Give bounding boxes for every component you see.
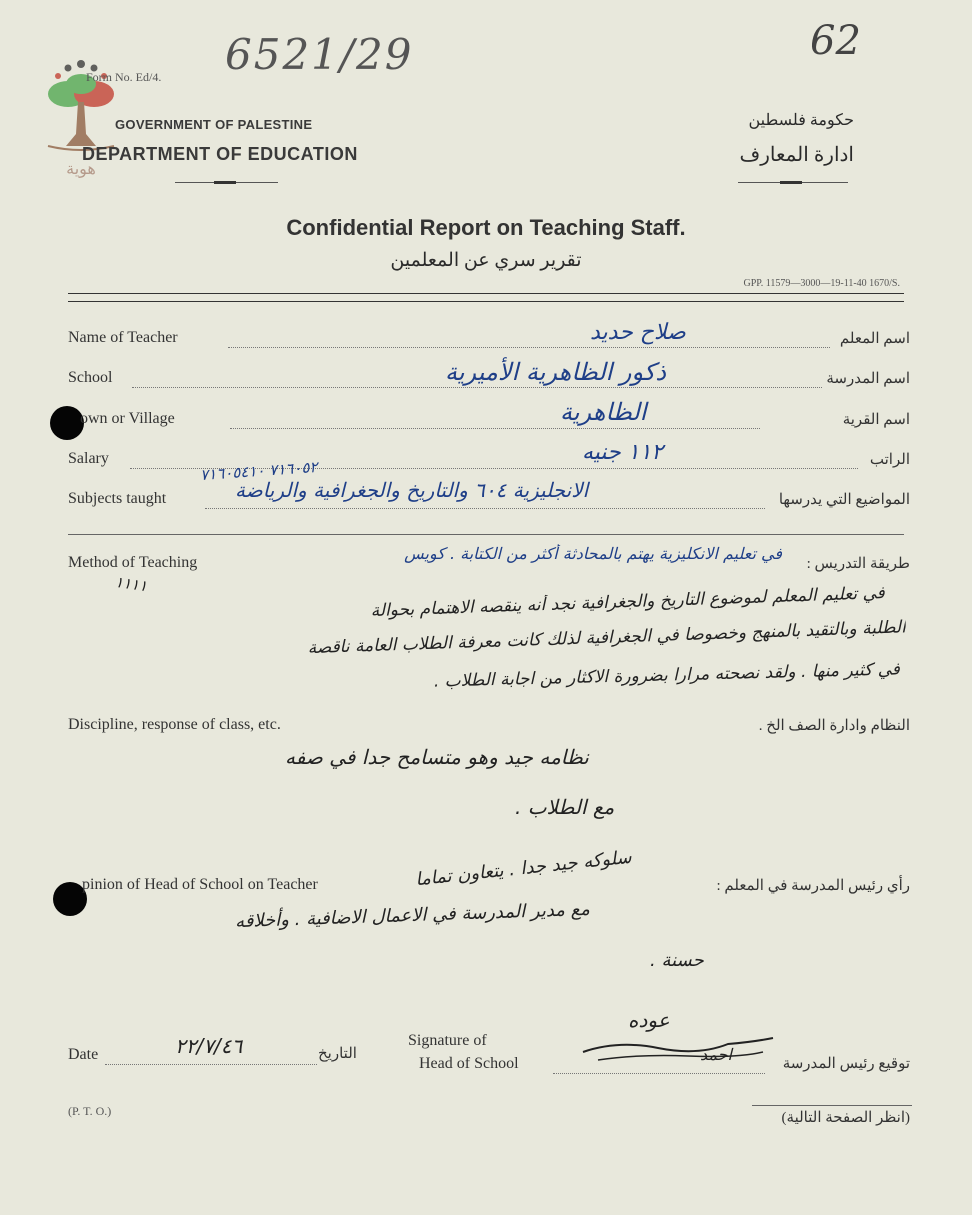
reference-number: 6521/29 (225, 30, 414, 79)
form-number: Form No. Ed/4. (86, 70, 162, 84)
field-label-name: Name of Teacher (68, 329, 178, 346)
field-label-school-ar: اسم المدرسة (826, 371, 910, 387)
signature-label-line-1: Signature of (408, 1032, 487, 1049)
punch-hole (50, 406, 84, 440)
field-line (553, 1073, 765, 1074)
report-title-en: Confidential Report on Teaching Staff. (286, 215, 686, 240)
divider (752, 1105, 912, 1106)
method-line-1: في تعليم الانكليزية يهتم بالمحادثة أكثر من الكتابة . كويس (404, 544, 782, 563)
report-title-ar: تقرير سري عن المعلمين (390, 250, 582, 271)
field-line (205, 508, 765, 509)
school-value: ذكور الظاهرية الأميرية (445, 358, 667, 386)
opinion-line-3: حسنة . (650, 950, 704, 971)
date-value: ٢٢/٧/٤٦ (175, 1034, 243, 1058)
field-label-subjects-ar: المواضيع التي يدرسها (778, 492, 910, 508)
field-line (228, 347, 830, 348)
department-heading-ar: ادارة المعارف (739, 144, 854, 166)
discipline-label: Discipline, response of class, etc. (68, 716, 281, 733)
divider (780, 181, 802, 184)
opinion-line-2: مع مدير المدرسة في الاعمال الاضافية . وأخلاقه (234, 898, 591, 933)
teacher-name-value: صلاح حديد (590, 320, 686, 345)
print-code: GPP. 11579—3000—19-11-40 1670/S. (743, 278, 900, 289)
village-value: الظاهرية (560, 398, 647, 426)
field-label-village-ar: اسم القرية (842, 412, 910, 428)
double-divider (68, 293, 904, 302)
discipline-line-1: نظامه جيد وهو متسامح جدا في صفه (285, 745, 589, 769)
signature-name: عوده (628, 1008, 670, 1032)
opinion-label-ar: رأي رئيس المدرسة في المعلم : (716, 878, 910, 894)
field-line (105, 1064, 317, 1065)
section-divider (68, 534, 904, 535)
field-label-village: own or Village (80, 410, 175, 427)
field-label-school: School (68, 369, 113, 386)
method-label: Method of Teaching (68, 554, 198, 571)
signature-label-line-2: Head of School (419, 1055, 519, 1072)
opinion-line-1: سلوكه جيد جدا . يتعاون تماما (414, 846, 633, 891)
field-label-salary-ar: الراتب (869, 452, 910, 468)
subjects-code-note: ٧١٦٠٥٢ ٧١٦٠٥٤١٠ (199, 457, 319, 485)
discipline-line-2: مع الطلاب . (515, 795, 615, 819)
method-line-3: الطلبة وبالتقيد بالمنهج وخصوصا في الجغرافية لذلك كانت معرفة الطلاب العامة ناقصة (307, 617, 907, 659)
government-heading-en: GOVERNMENT OF PALESTINE (115, 117, 313, 132)
subjects-value: الانجليزية ٦٠٤ والتاريخ والجغرافية والرياضة (235, 478, 589, 502)
logo-text: هوية (66, 159, 96, 178)
date-label: Date (68, 1046, 99, 1063)
page-number: 62 (810, 18, 861, 64)
salary-value: ١١٢ جنيه (582, 440, 664, 465)
signature-sub: احمد (700, 1045, 732, 1064)
department-heading-en: DEPARTMENT OF EDUCATION (82, 144, 358, 164)
opinion-label: pinion of Head of School on Teacher (82, 876, 318, 893)
field-line (230, 428, 760, 429)
method-line-2: في تعليم المعلم لموضوع التاريخ والجغرافية نجد أنه ينقصه الاهتمام بحوالة (370, 583, 886, 622)
signature-scribble (578, 1030, 778, 1070)
method-label-ar: طريقة التدريس : (806, 556, 910, 572)
discipline-label-ar: النظام وادارة الصف الخ . (758, 718, 910, 734)
method-line-4: في كثير منها . ولقد نصحته مرارا بضرورة الاكثار من اجابة الطلاب . (433, 659, 901, 692)
field-label-name-ar: اسم المعلم (839, 331, 910, 347)
field-label-salary: Salary (68, 450, 109, 467)
signature-label-ar: توقيع رئيس المدرسة (782, 1056, 910, 1072)
field-label-subjects: Subjects taught (68, 490, 167, 507)
government-heading-ar: حكومة فلسطين (748, 112, 854, 129)
method-margin-note: ١١١١ (113, 572, 149, 596)
pto-note-ar: (انظر الصفحة التالية) (781, 1110, 910, 1126)
pto-note: (P. T. O.) (68, 1104, 112, 1118)
date-label-ar: التاريخ (318, 1046, 357, 1062)
divider (214, 181, 236, 184)
field-line (132, 387, 822, 388)
